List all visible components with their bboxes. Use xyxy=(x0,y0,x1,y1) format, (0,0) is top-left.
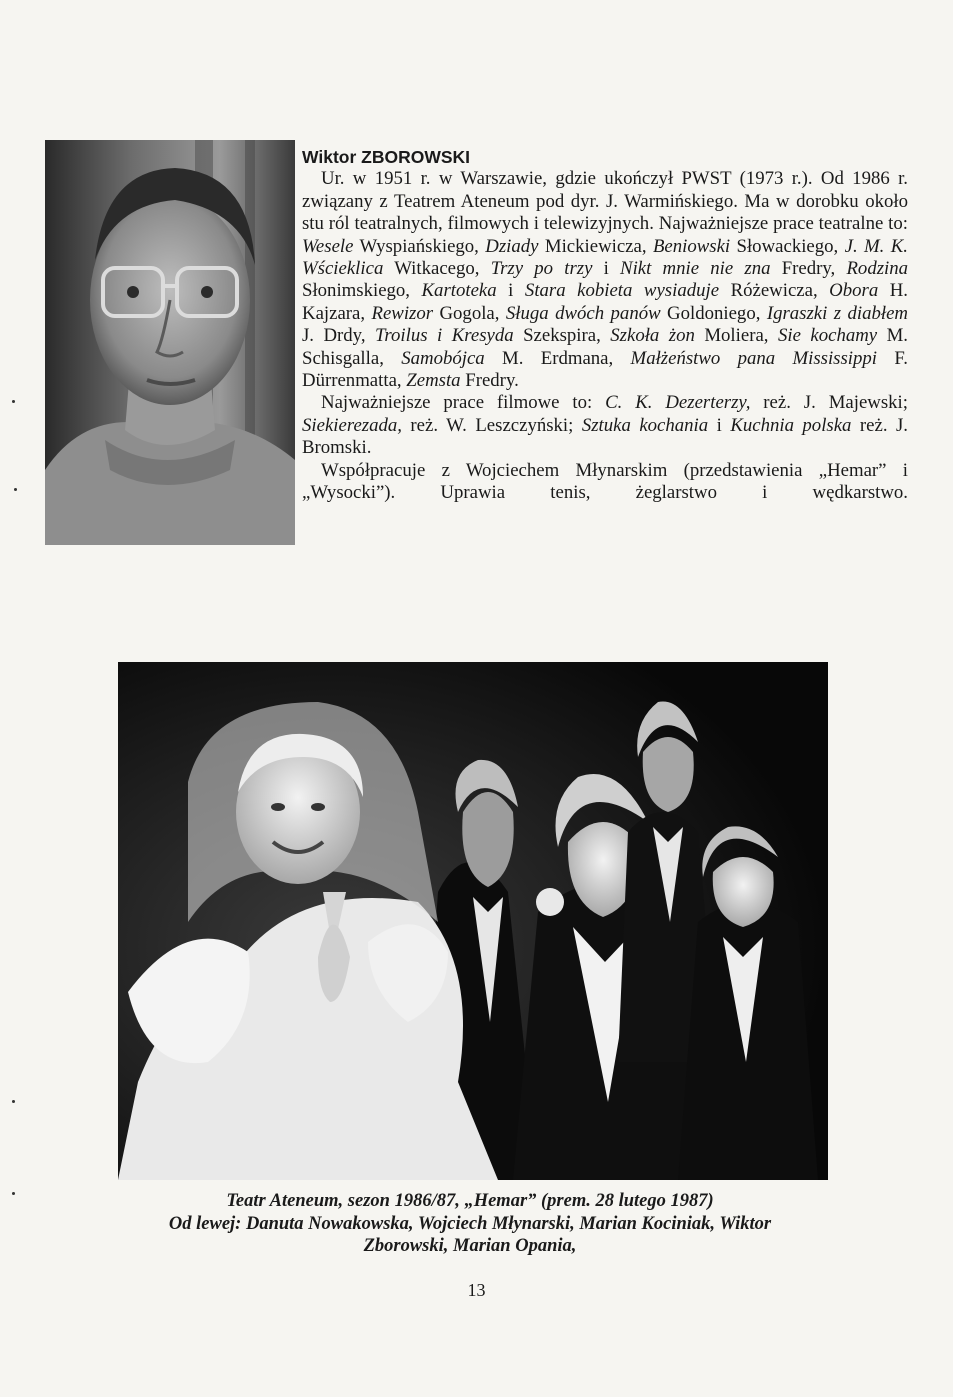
stage-photo xyxy=(118,662,828,1180)
scan-mark xyxy=(14,488,17,491)
text-run: Trzy po trzy xyxy=(490,258,593,280)
bio-para-film-text xyxy=(302,392,908,458)
text-run: reż. J. Majewski; xyxy=(750,392,908,414)
stage-illustration xyxy=(118,662,828,1180)
text-run: Słonimskiego, xyxy=(302,280,422,302)
text-run: Troilus i Kresyda xyxy=(375,325,514,347)
text-run: reż. W. Leszczyński; xyxy=(401,414,582,436)
text-run: Kuchnia polska xyxy=(730,414,852,436)
text-run: Obora xyxy=(829,280,879,302)
text-run: M. Erdmana, xyxy=(484,347,631,369)
text-run: reż. J. Bromski. xyxy=(302,414,908,459)
text-run: Szekspira, xyxy=(513,325,611,347)
photo-caption xyxy=(90,1190,850,1258)
caption-line-3: Zborowski, Marian Opania, xyxy=(363,1236,577,1256)
text-run: Ur. w 1951 r. w Warszawie, gdzie ukończył PWST (1973 r.). Od 1986 r. związany z Teatrem Ateneum pod dyr. J. Warmińskiego. Ma w dorobku około stu ról teatralnych, filmowych i telewizyjnych. Najważniejsze prace teatralne to: xyxy=(302,168,908,235)
person-name: Wiktor ZBOROWSKI xyxy=(302,147,471,167)
text-run: i xyxy=(592,258,621,280)
text-run: Igraszki z diabłem xyxy=(766,302,908,324)
page-number: 13 xyxy=(467,1280,486,1300)
bio-para-theatre-text xyxy=(302,168,908,391)
bio-para-other-text xyxy=(302,460,908,503)
text-run: Nikt mnie nie zna xyxy=(620,258,771,280)
text-run: Kartoteka xyxy=(421,280,497,302)
text-run: Goldoniego, xyxy=(660,302,767,324)
text-run: Zemsta xyxy=(406,370,461,392)
text-run: Fredry, xyxy=(770,258,847,280)
portrait-photo xyxy=(45,140,295,545)
text-run: Witkacego, xyxy=(383,258,491,280)
text-run: H. Kajzara, xyxy=(302,280,908,324)
text-run: J. Drdy, xyxy=(302,325,376,347)
text-run: i xyxy=(496,280,525,302)
scan-mark xyxy=(12,400,15,403)
text-run: Wyspiańskiego, xyxy=(353,235,486,257)
text-run: F. Dürrenmatta, xyxy=(302,347,908,392)
text-run: J. M. K. Wścieklica xyxy=(302,235,908,280)
text-run: Moliera, xyxy=(694,325,778,347)
text-run: Fredry. xyxy=(460,370,519,392)
text-run: Sie kochamy xyxy=(777,325,878,347)
text-run: Sługa dwóch panów xyxy=(505,302,661,324)
text-run: Słowackiego, xyxy=(730,235,845,257)
bio-paragraph-film xyxy=(302,392,908,459)
text-run: C. K. Dezerterzy, xyxy=(605,392,751,414)
text-run: Gogola, xyxy=(433,302,506,324)
text-run: Szkoła żon xyxy=(610,325,695,347)
text-run: Współpracuje z Wojciechem Młynarskim (przedstawienia „Hemar” i „Wysocki”). Uprawia tenis, żeglarstwo i wędkarstwo. xyxy=(302,459,908,504)
text-run: Samobójca xyxy=(401,347,485,369)
text-run: Dziady xyxy=(485,235,539,257)
text-run: Rewizor xyxy=(371,302,434,324)
bio-paragraph-theatre xyxy=(302,168,908,392)
text-run: Rodzina xyxy=(846,258,909,280)
biography xyxy=(302,146,908,505)
text-run: i xyxy=(708,414,731,436)
text-run: M. Schisgalla, xyxy=(302,325,908,369)
caption-line-2: Od lewej: Danuta Nowakowska, Wojciech Młynarski, Marian Kociniak, Wiktor xyxy=(168,1213,772,1234)
caption-line-1: Teatr Ateneum, sezon 1986/87, „Hemar” (prem. 28 lutego 1987) xyxy=(226,1191,714,1211)
bio-paragraph-other xyxy=(302,460,908,505)
text-run: Mickiewicza, xyxy=(538,235,653,257)
text-run: Sztuka kochania xyxy=(581,414,709,436)
text-run: Różewicza, xyxy=(719,280,830,302)
text-run: Siekierezada, xyxy=(302,414,402,436)
text-run: Najważniejsze prace filmowe to: xyxy=(321,392,606,414)
text-run: Wesele xyxy=(302,235,354,257)
portrait-illustration xyxy=(45,140,295,545)
text-run: Stara kobieta wysiaduje xyxy=(524,280,720,302)
text-run: Beniowski xyxy=(652,235,731,257)
scan-mark xyxy=(12,1192,15,1195)
scan-mark xyxy=(12,1100,15,1103)
text-run: Małżeństwo pana Mississippi xyxy=(630,347,878,369)
